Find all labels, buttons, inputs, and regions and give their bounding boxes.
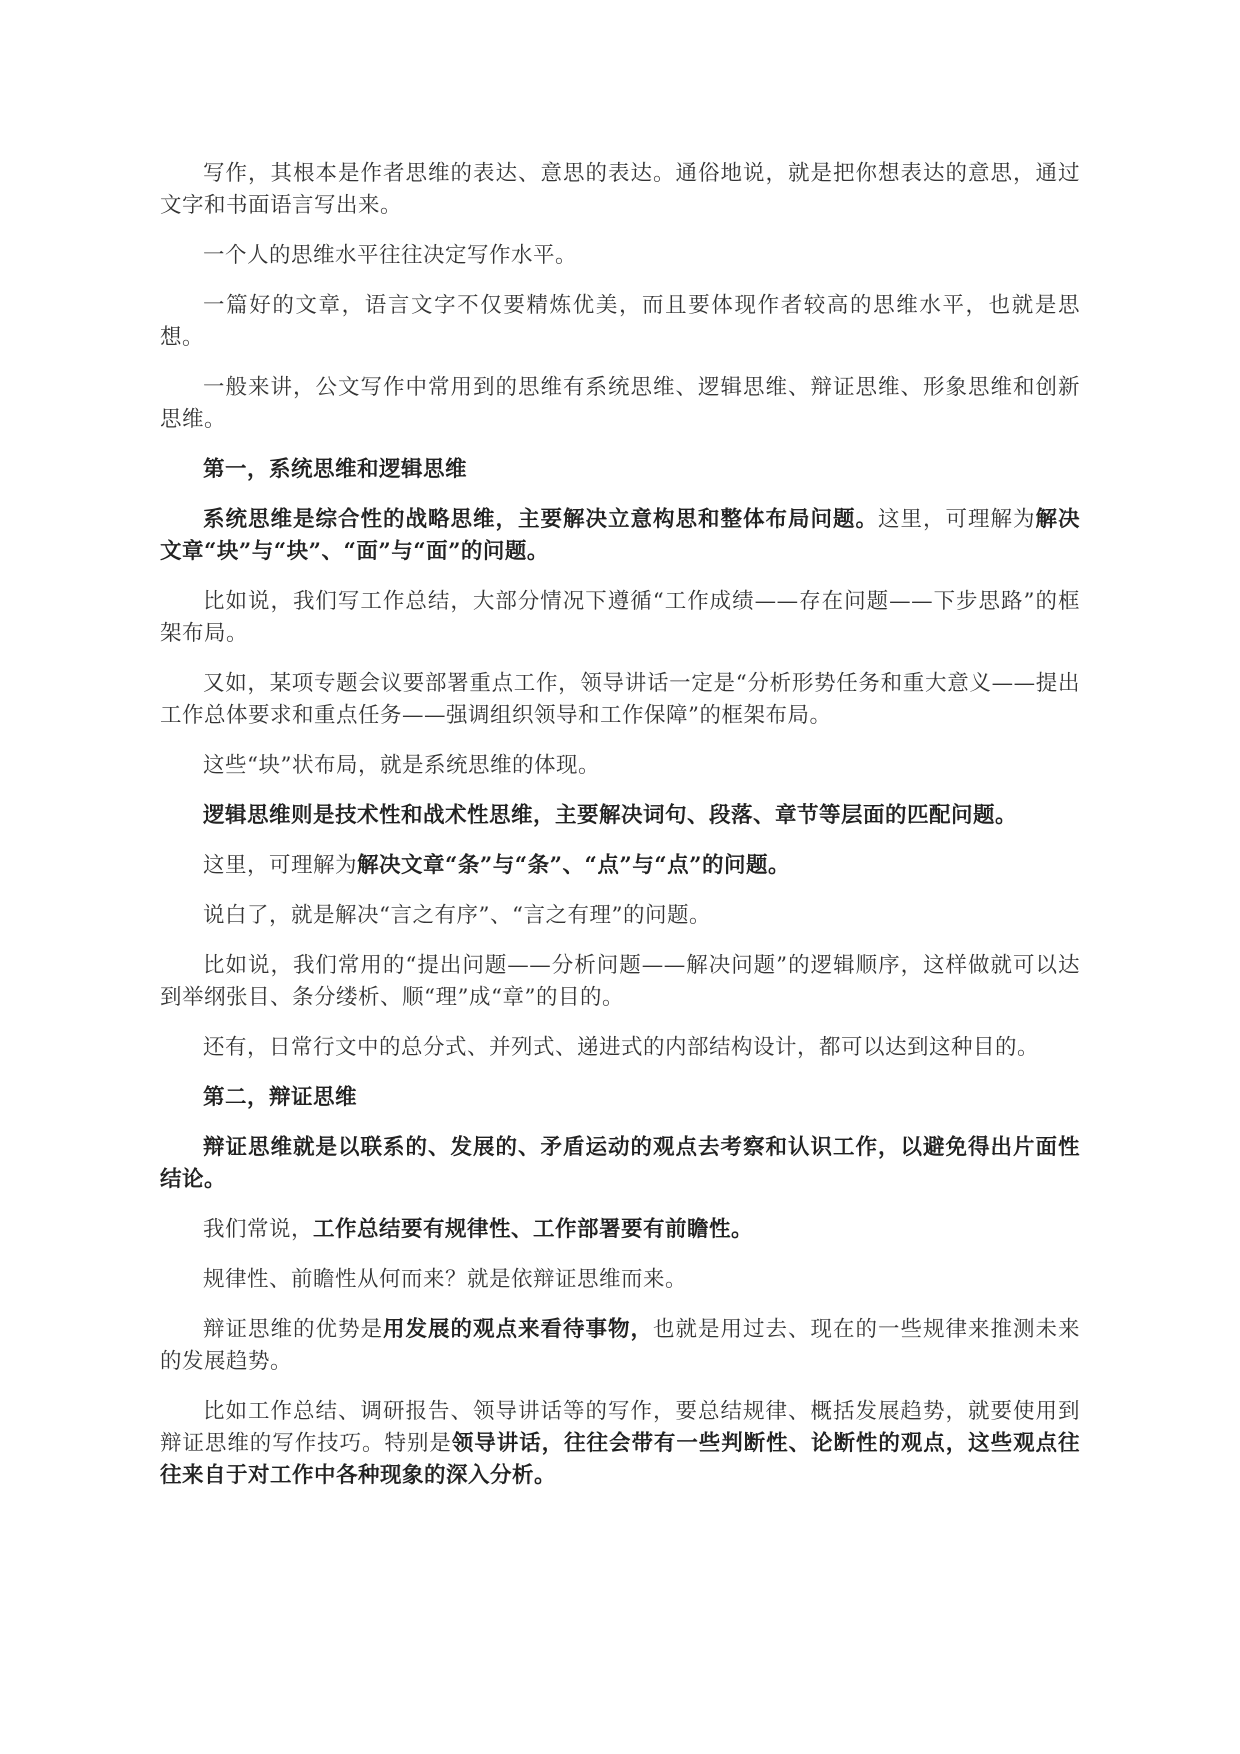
body-paragraph (160, 1264, 1080, 1296)
paragraph-text: 这里，可理解为 (203, 853, 358, 878)
paragraph-text: 比如说，我们常用的“提出问题——分析问题——解决问题”的逻辑顺序，这样做就可以达到举纲张目、条分缕析、顺“理”成“章”的目的。 (160, 953, 1080, 1010)
emphasis-text: 第一，系统思维和逻辑思维 (203, 457, 468, 482)
body-paragraph (160, 158, 1080, 222)
paragraph-text: 我们常说， (203, 1217, 314, 1242)
paragraph-text: 比如说，我们写工作总结，大部分情况下遵循“工作成绩——存在问题——下步思路”的框架布局。 (160, 589, 1080, 646)
emphasis-text: 逻辑思维则是技术性和战术性思维，主要解决词句、段落、章节等层面的匹配问题。 (203, 803, 1018, 828)
emphasis-text: 辩证思维就是以联系的、发展的、矛盾运动的观点去考察和认识工作，以避免得出片面性结论。 (160, 1135, 1080, 1192)
body-paragraph (160, 800, 1080, 832)
body-paragraph (160, 900, 1080, 932)
document-body (160, 158, 1080, 1510)
paragraph-text: 这里，可理解为 (877, 507, 1036, 532)
emphasis-text: 领导讲话，往往会带有一些判断性、论断性的观点，这些观点往往来自于对工作中各种现象的深入分析。 (160, 1431, 1080, 1488)
body-paragraph (160, 950, 1080, 1014)
body-paragraph (160, 850, 1080, 882)
paragraph-text: 还有，日常行文中的总分式、并列式、递进式的内部结构设计，都可以达到这种目的。 (203, 1035, 1040, 1060)
emphasis-text: 解决文章“条”与“条”、“点”与“点”的问题。 (357, 853, 790, 878)
body-paragraph (160, 1214, 1080, 1246)
section-heading (160, 454, 1080, 486)
section-heading (160, 1082, 1080, 1114)
emphasis-text: 系统思维是综合性的战略思维，主要解决立意构思和整体布局问题。 (203, 507, 878, 532)
emphasis-text: 第二，辩证思维 (203, 1085, 358, 1110)
body-paragraph (160, 1314, 1080, 1378)
body-paragraph (160, 1396, 1080, 1492)
paragraph-text: 一篇好的文章，语言文字不仅要精炼优美，而且要体现作者较高的思维水平，也就是思想。 (160, 293, 1080, 350)
body-paragraph (160, 586, 1080, 650)
paragraph-text: 辩证思维的优势是 (203, 1317, 383, 1342)
paragraph-text: 一般来讲，公文写作中常用到的思维有系统思维、逻辑思维、辩证思维、形象思维和创新思维。 (160, 375, 1080, 432)
body-paragraph (160, 290, 1080, 354)
body-paragraph (160, 240, 1080, 272)
body-paragraph (160, 372, 1080, 436)
body-paragraph (160, 750, 1080, 782)
paragraph-text: 这些“块”状布局，就是系统思维的体现。 (203, 753, 600, 778)
paragraph-text: 也就是用过去、现在的一些规律来推测未来的发展趋势。 (160, 1317, 1080, 1374)
body-paragraph (160, 1032, 1080, 1064)
body-paragraph (160, 668, 1080, 732)
body-paragraph (160, 1132, 1080, 1196)
paragraph-text: 说白了，就是解决“言之有序”、“言之有理”的问题。 (203, 903, 711, 928)
paragraph-text: 规律性、前瞻性从何而来？就是依辩证思维而来。 (203, 1267, 688, 1292)
emphasis-text: 用发展的观点来看待事物， (383, 1317, 653, 1342)
paragraph-text: 一个人的思维水平往往决定写作水平。 (203, 243, 578, 268)
paragraph-text: 写作，其根本是作者思维的表达、意思的表达。通俗地说，就是把你想表达的意思，通过文字和书面语言写出来。 (160, 161, 1080, 218)
emphasis-text: 工作总结要有规律性、工作部署要有前瞻性。 (313, 1217, 754, 1242)
body-paragraph (160, 504, 1080, 568)
emphasis-text: 解决文章“块”与“块”、“面”与“面”的问题。 (160, 507, 1080, 564)
paragraph-text: 比如工作总结、调研报告、领导讲话等的写作，要总结规律、概括发展趋势，就要使用到辩证思维的写作技巧。特别是 (160, 1399, 1080, 1456)
paragraph-text: 又如，某项专题会议要部署重点工作，领导讲话一定是“分析形势任务和重大意义——提出工作总体要求和重点任务——强调组织领导和工作保障”的框架布局。 (160, 671, 1080, 728)
